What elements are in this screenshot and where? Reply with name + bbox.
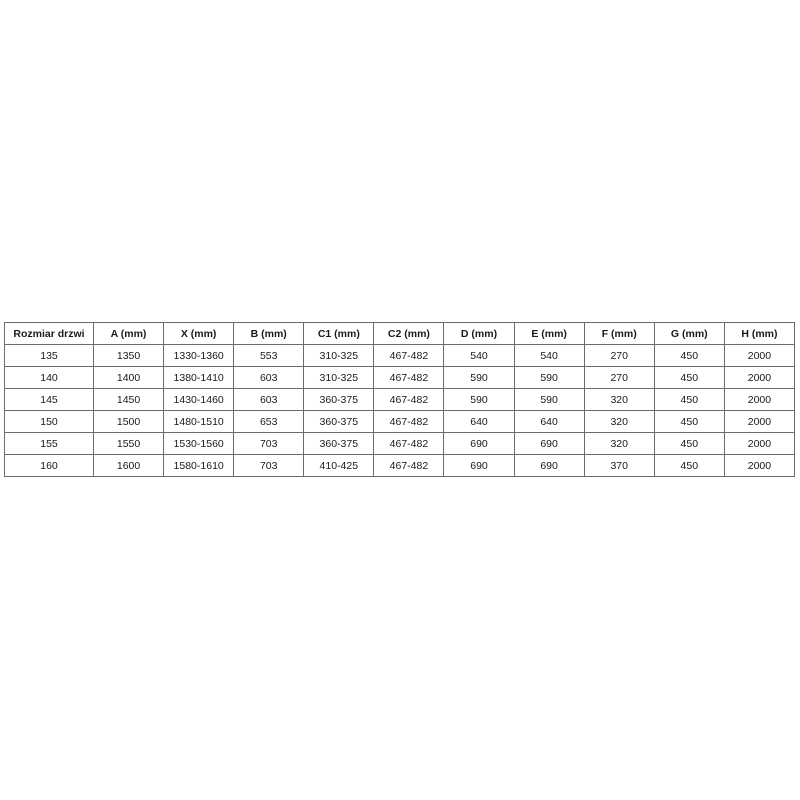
table-cell: 450 [654,411,724,433]
column-header: G (mm) [654,323,724,345]
table-cell: 155 [5,433,94,455]
table-cell: 640 [514,411,584,433]
table-cell: 467-482 [374,389,444,411]
table-cell: 320 [584,433,654,455]
header-row [5,323,795,345]
table-row [5,345,795,367]
table-cell: 160 [5,455,94,477]
table-cell: 467-482 [374,367,444,389]
column-header: D (mm) [444,323,514,345]
table-cell: 1400 [94,367,164,389]
table-row [5,455,795,477]
table-cell: 370 [584,455,654,477]
table-cell: 603 [234,389,304,411]
table-cell: 1330-1360 [164,345,234,367]
table-cell: 150 [5,411,94,433]
table-cell: 450 [654,389,724,411]
table-cell: 310-325 [304,367,374,389]
table-cell: 553 [234,345,304,367]
table-cell: 653 [234,411,304,433]
door-dimensions-table [4,322,795,477]
table-cell: 360-375 [304,411,374,433]
table-cell: 467-482 [374,455,444,477]
table-cell: 1580-1610 [164,455,234,477]
column-header: Rozmiar drzwi [5,323,94,345]
column-header: A (mm) [94,323,164,345]
table-cell: 270 [584,367,654,389]
table-cell: 360-375 [304,389,374,411]
table-cell: 690 [514,433,584,455]
table-cell: 140 [5,367,94,389]
table-cell: 1450 [94,389,164,411]
table-cell: 1480-1510 [164,411,234,433]
table-cell: 1600 [94,455,164,477]
column-header: C2 (mm) [374,323,444,345]
column-header: C1 (mm) [304,323,374,345]
table-cell: 2000 [724,411,794,433]
table-cell: 1380-1410 [164,367,234,389]
table-row [5,367,795,389]
table-cell: 603 [234,367,304,389]
table-cell: 590 [514,367,584,389]
table-cell: 467-482 [374,345,444,367]
table-cell: 690 [444,433,514,455]
table-cell: 2000 [724,389,794,411]
table-cell: 590 [444,389,514,411]
table-cell: 2000 [724,433,794,455]
column-header: X (mm) [164,323,234,345]
table-cell: 450 [654,367,724,389]
column-header: B (mm) [234,323,304,345]
table-row [5,411,795,433]
table-cell: 690 [444,455,514,477]
table-cell: 1430-1460 [164,389,234,411]
table-cell: 360-375 [304,433,374,455]
table-cell: 640 [444,411,514,433]
table-cell: 450 [654,433,724,455]
column-header: E (mm) [514,323,584,345]
table-cell: 270 [584,345,654,367]
table-cell: 703 [234,433,304,455]
table-cell: 590 [444,367,514,389]
table-cell: 410-425 [304,455,374,477]
table-cell: 320 [584,389,654,411]
table-cell: 1550 [94,433,164,455]
column-header: H (mm) [724,323,794,345]
table-cell: 703 [234,455,304,477]
table-cell: 450 [654,455,724,477]
table-row [5,389,795,411]
table-cell: 1350 [94,345,164,367]
table-cell: 540 [444,345,514,367]
column-header: F (mm) [584,323,654,345]
table-cell: 2000 [724,455,794,477]
table-cell: 690 [514,455,584,477]
table-row [5,433,795,455]
table-cell: 2000 [724,367,794,389]
table-cell: 467-482 [374,411,444,433]
table-cell: 467-482 [374,433,444,455]
table-cell: 540 [514,345,584,367]
table-cell: 1500 [94,411,164,433]
table-cell: 135 [5,345,94,367]
table-cell: 590 [514,389,584,411]
table-cell: 450 [654,345,724,367]
table-cell: 145 [5,389,94,411]
table-cell: 1530-1560 [164,433,234,455]
table-cell: 2000 [724,345,794,367]
table-cell: 320 [584,411,654,433]
table-cell: 310-325 [304,345,374,367]
